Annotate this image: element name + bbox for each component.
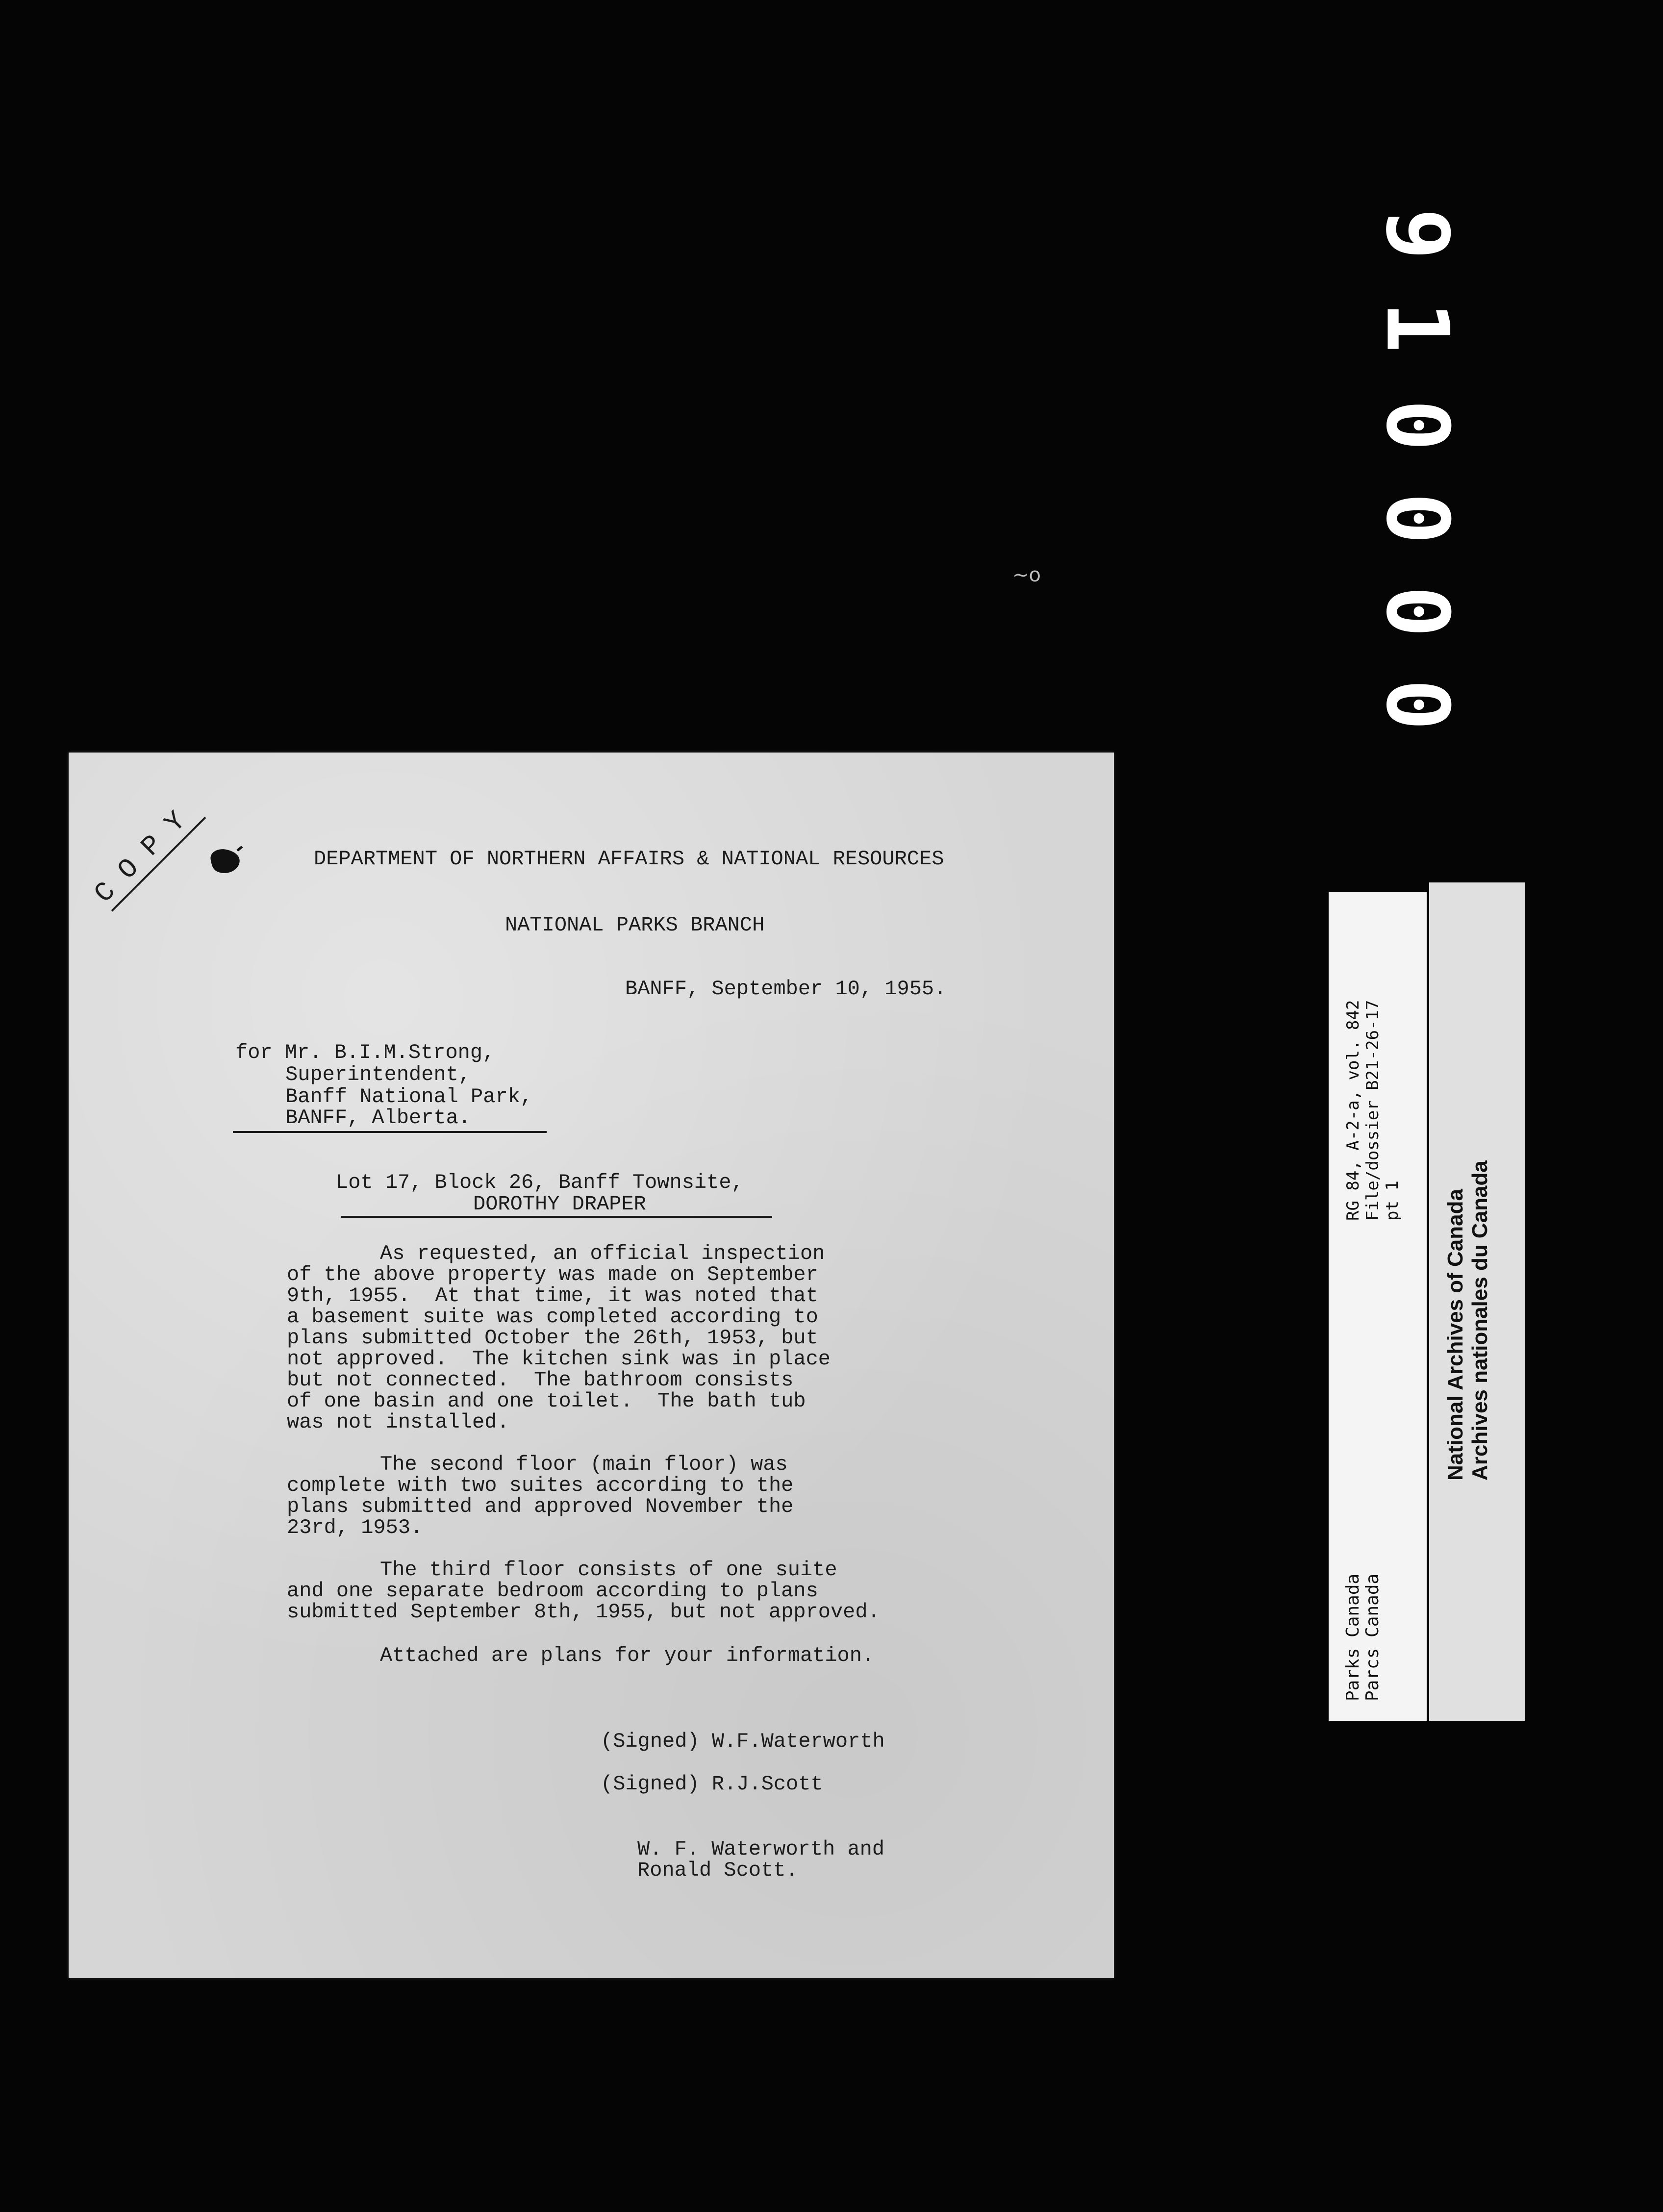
agency-line: Parcs Canada [1362, 1573, 1383, 1701]
body-line: of one basin and one toilet. The bath tub [287, 1389, 806, 1413]
body-line: plans submitted October the 26th, 1953, but [287, 1326, 818, 1350]
body-line: of the above property was made on September [287, 1263, 818, 1286]
film-speck: ~o [1012, 564, 1041, 586]
reference-line: File/dossier B21-26-17 [1363, 1000, 1383, 1221]
ink-blot-icon [207, 846, 243, 876]
body-line: submitted September 8th, 1955, but not approved. [287, 1600, 880, 1624]
body-line: a basement suite was completed according to [287, 1305, 818, 1329]
letter-page [69, 753, 1114, 1978]
archive-reference-label [1329, 892, 1427, 1721]
addressee-line: for Mr. B.I.M.Strong, [235, 1041, 495, 1064]
subject-line: Lot 17, Block 26, Banff Townsite, [336, 1171, 744, 1194]
frame-digit: 0 [1367, 679, 1467, 731]
national-archives-label [1429, 882, 1525, 1721]
addressee-line: BANFF, Alberta. [285, 1106, 471, 1130]
frame-digit: 1 [1367, 301, 1467, 353]
closing-line: Ronald Scott. [637, 1859, 798, 1882]
addressee-line: Superintendent, [285, 1063, 471, 1086]
reference-line: RG 84, A-2-a, vol. 842 [1343, 1000, 1363, 1221]
reference-line: pt 1 [1383, 1181, 1402, 1221]
frame-digit: 0 [1367, 585, 1467, 638]
addressee-underline [233, 1131, 547, 1133]
subject-line: DOROTHY DRAPER [473, 1192, 646, 1216]
body-line: but not connected. The bathroom consists [287, 1368, 794, 1392]
body-line: The second floor (main floor) was [380, 1453, 788, 1476]
archives-line: National Archives of Canada [1443, 1189, 1467, 1481]
addressee-line: Banff National Park, [285, 1085, 533, 1108]
frame-number [1368, 191, 1466, 750]
branch-heading: NATIONAL PARKS BRANCH [505, 913, 765, 937]
signature-line: (Signed) R.J.Scott [601, 1772, 823, 1796]
signature-line: (Signed) W.F.Waterworth [601, 1730, 885, 1753]
body-line: complete with two suites according to the [287, 1474, 794, 1497]
body-line: 9th, 1955. At that time, it was noted that [287, 1284, 818, 1307]
department-heading: DEPARTMENT OF NORTHERN AFFAIRS & NATIONAL RESOURCES [314, 847, 944, 871]
body-line: not approved. The kitchen sink was in place [287, 1347, 831, 1371]
frame-digit: 9 [1367, 208, 1467, 260]
subject-underline [341, 1216, 772, 1218]
copy-stamp: COPY [88, 794, 206, 912]
body-line: Attached are plans for your information. [380, 1644, 875, 1667]
body-line: was not installed. [287, 1410, 509, 1434]
archive-labels [1329, 882, 1525, 1726]
body-line: plans submitted and approved November the [287, 1495, 794, 1518]
frame-digit: 0 [1367, 399, 1467, 452]
frame-digit: 0 [1367, 492, 1467, 545]
body-line: The third floor consists of one suite [380, 1558, 837, 1582]
closing-line: W. F. Waterworth and [637, 1837, 885, 1861]
agency-line: Parks Canada [1343, 1573, 1363, 1701]
body-line: and one separate bedroom according to plans [287, 1579, 818, 1603]
date-line: BANFF, September 10, 1955. [625, 977, 947, 1001]
body-line: As requested, an official inspection [380, 1242, 825, 1265]
body-line: 23rd, 1953. [287, 1516, 423, 1539]
archives-line: Archives nationales du Canada [1468, 1160, 1492, 1481]
